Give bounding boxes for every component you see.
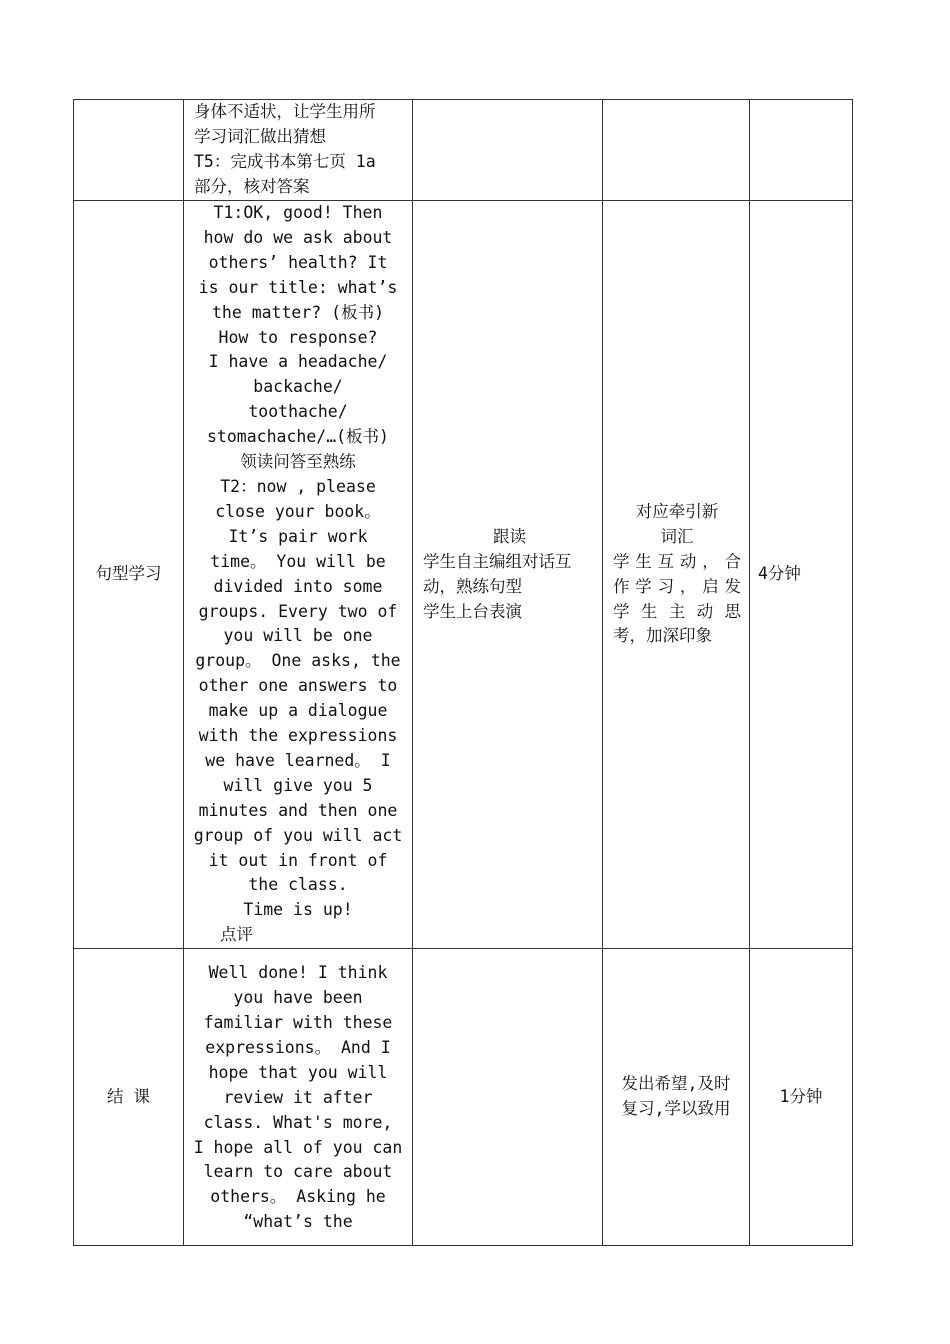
teacher-line: will give you 5 <box>223 775 373 795</box>
intent-line: 发出希望,及时 <box>621 1074 731 1094</box>
table-row <box>74 100 853 201</box>
student-line: 动，熟练句型 <box>423 576 522 596</box>
teacher-line: T2：now , please <box>220 476 376 496</box>
teacher-line: you have been <box>233 988 363 1008</box>
teacher-line: is our title: what’s <box>198 277 398 297</box>
intent-line: 复习,学以致用 <box>621 1099 731 1119</box>
table-row <box>74 949 853 1246</box>
teacher-line: 身体不适状，让学生用所 <box>194 102 376 121</box>
teacher-line: class. What's more, <box>203 1112 393 1132</box>
teacher-activity-cell <box>184 100 413 201</box>
intent-line: 考，加深印象 <box>613 626 712 646</box>
table-row <box>74 201 853 949</box>
teacher-line: 点评 <box>220 925 253 945</box>
teacher-line: other one answers to <box>198 676 398 696</box>
teacher-line: make up a dialogue <box>208 701 388 721</box>
teacher-line: we have learned。 I <box>205 750 391 770</box>
teacher-line: hope that you will <box>208 1062 388 1082</box>
time-cell <box>750 949 853 1246</box>
teacher-line: divided into some <box>213 576 383 596</box>
lesson-plan-table <box>73 99 853 1246</box>
time-cell <box>750 201 853 949</box>
teacher-line: the matter? (板书) <box>211 302 385 322</box>
teacher-activity-cell <box>184 201 413 949</box>
student-line: 学生上台表演 <box>423 601 522 621</box>
teacher-line: review it after <box>223 1087 373 1107</box>
stage-label: 结 课 <box>107 1086 150 1106</box>
teacher-line: close your book。 <box>215 501 381 521</box>
teacher-line: time。 You will be <box>210 551 386 571</box>
teacher-line: backache/ <box>253 377 343 397</box>
teacher-line: the class. <box>248 875 348 895</box>
teacher-line: with the expressions <box>198 726 398 746</box>
teacher-line: groups. Every two of <box>198 601 398 621</box>
teacher-line: it out in front of <box>208 850 388 870</box>
teacher-line: familiar with these <box>203 1013 393 1032</box>
stage-cell <box>74 100 184 201</box>
design-intent-cell <box>603 100 750 201</box>
teacher-line: I hope all of you can <box>193 1137 403 1157</box>
teacher-line: Well done! I think <box>208 963 388 983</box>
teacher-line: 领读问答至熟练 <box>240 452 356 472</box>
teacher-line: Time is up! <box>243 900 353 920</box>
teacher-line: “what’s the <box>243 1212 353 1232</box>
design-intent-cell <box>603 201 750 949</box>
student-activity-cell <box>413 201 603 949</box>
teacher-line: expressions。 And I <box>205 1037 391 1057</box>
time-label: 1分钟 <box>779 1086 823 1106</box>
teacher-line: group。 One asks, the <box>195 651 401 671</box>
teacher-line: toothache/ <box>248 402 348 422</box>
teacher-line: stomachache/…(板书) <box>206 427 389 447</box>
design-intent-cell <box>603 949 750 1246</box>
teacher-line: learn to care about <box>203 1162 393 1182</box>
teacher-line: minutes and then one <box>198 800 398 820</box>
intent-line: 学生主动思 <box>613 601 741 621</box>
intent-line: 对应牵引新 <box>635 501 719 521</box>
teacher-line: group of you will act <box>193 825 403 845</box>
teacher-line: you will be one <box>223 626 373 646</box>
teacher-line: I have a headache/ <box>208 352 388 372</box>
intent-line: 学生互动，合 <box>613 551 741 571</box>
student-line: 跟读 <box>493 526 526 546</box>
teacher-line: others’ health? It <box>208 252 388 272</box>
teacher-line: 部分，核对答案 <box>194 176 310 196</box>
teacher-line: 学习词汇做出猜想 <box>194 126 326 146</box>
student-activity-cell <box>413 949 603 1246</box>
teacher-line: It’s pair work <box>228 526 368 546</box>
stage-cell <box>74 201 184 949</box>
time-label: 4分钟 <box>758 564 801 584</box>
intent-line: 词汇 <box>660 526 694 546</box>
time-cell <box>750 100 853 201</box>
teacher-line: others。 Asking he <box>210 1187 386 1207</box>
teacher-line: How to response? <box>218 327 378 347</box>
teacher-line: T1:OK, good! Then <box>213 203 383 222</box>
teacher-line: T5：完成书本第七页 1a <box>194 151 376 171</box>
teacher-activity-cell <box>184 949 413 1246</box>
stage-cell <box>74 949 184 1246</box>
student-line: 学生自主编组对话互 <box>423 551 572 571</box>
stage-label: 句型学习 <box>95 564 162 584</box>
student-activity-cell <box>413 100 603 201</box>
intent-line: 作学习，启发 <box>613 576 741 596</box>
teacher-line: how do we ask about <box>203 227 393 247</box>
